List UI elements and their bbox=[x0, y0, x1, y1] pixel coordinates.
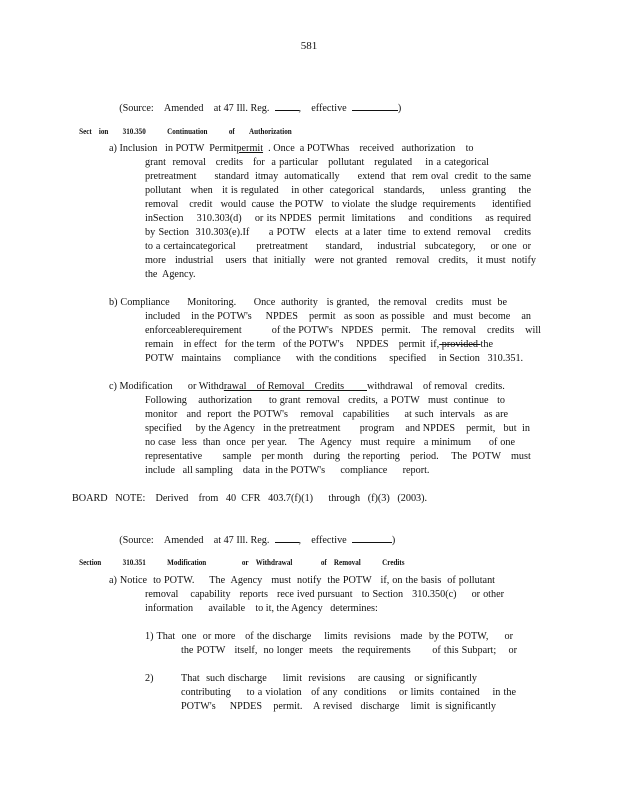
source-note-2: (Source: Amended at 47 Ill. Reg. , effective ) bbox=[119, 535, 396, 546]
document-page: 581 (Source: Amended at 47 Ill. Reg. , effective ) Sect ion 310.350 Continuation of Authorization a) Inclusion in POTW Permitpermit . Once a POTWhas received authorization to grant removal credits for a particular pollutant regulated in a categorical pretreatment standard itmay automatically extend that rem oval credit to the same pollutant when it is regulated in other categorical standards, unless granting the removal credit would cause the POTW to violate the sludge requirements identified inSection 310.303(d) or its NPDES permit limitations and conditions as required by Section 310.303(e).If a POTW elects at a later time to extend removal credits to a certaincategorical pretreatment standard, industrial subcategory, or one or more industrial users that initially were not granted removal credits, it must notify the Agency. b) Compliance Monitoring. Once authority is granted, the removal credits must be included in the POTW's NPDES permit as soon as possible and must become an enforceablerequirement of the POTW's NPDES permit. The removal credits will remain in effect for the term of the POTW's NPDES permit if, provided the POTW maintains compliance with the conditions specified in Section 310.351. c) Modification or Withdrawal of Removal Credits withdrawal of removal credits. Following authorization to grant removal credits, a POTW must continue to monitor and report the POTW's removal capabilities at such intervals as are specified by the Agency in the pretreatment program and NPDES permit, but in no case less than once per year. The Agency must require a minimum of one representative sample per month during the reporting period. The POTW must include all sampling data in the POTW's compliance report. BOARD NOTE: Derived from 40 CFR 403.7(f)(1) through (f)(3) (2003). (Source: Amended at 47 Ill. Reg. , effective ) Section 310.351 Modification or Withdrawal of Removal Credits a) Notice to POTW. The Agency must notify the POTW if, on the basis of pollutant removal capability reports rece ived pursuant to Section 310.350(c) or other information available to it, the Agency determines: 1) That one or more of the discharge limits revisions made by the POTW, or the POTW itself, no longer meets the requirements of this Subpart; or 2) That such discharge limit revisions are causing or significantly contributing to a violation of any conditions or limits contained in the POTW's NPDES permit. A revised discharge limit is significantly bbox=[0, 0, 618, 800]
blank-register-number bbox=[275, 101, 299, 111]
section-heading-310-351: Section 310.351 Modification or Withdrawal of Removal Credits bbox=[79, 558, 405, 567]
item-2-number: 2) bbox=[145, 673, 154, 684]
page-number: 581 bbox=[300, 40, 318, 52]
section-heading-310-350: Sect ion 310.350 Continuation of Authorization bbox=[79, 127, 292, 136]
board-note: BOARD NOTE: Derived from 40 CFR 403.7(f)(1) through (f)(3) (2003). bbox=[72, 493, 428, 504]
blank-effective-date-2 bbox=[352, 533, 392, 543]
blank-register-number-2 bbox=[275, 533, 299, 543]
blank-effective-date bbox=[352, 101, 398, 111]
source-note-1: (Source: Amended at 47 Ill. Reg. , effective ) bbox=[119, 103, 402, 114]
